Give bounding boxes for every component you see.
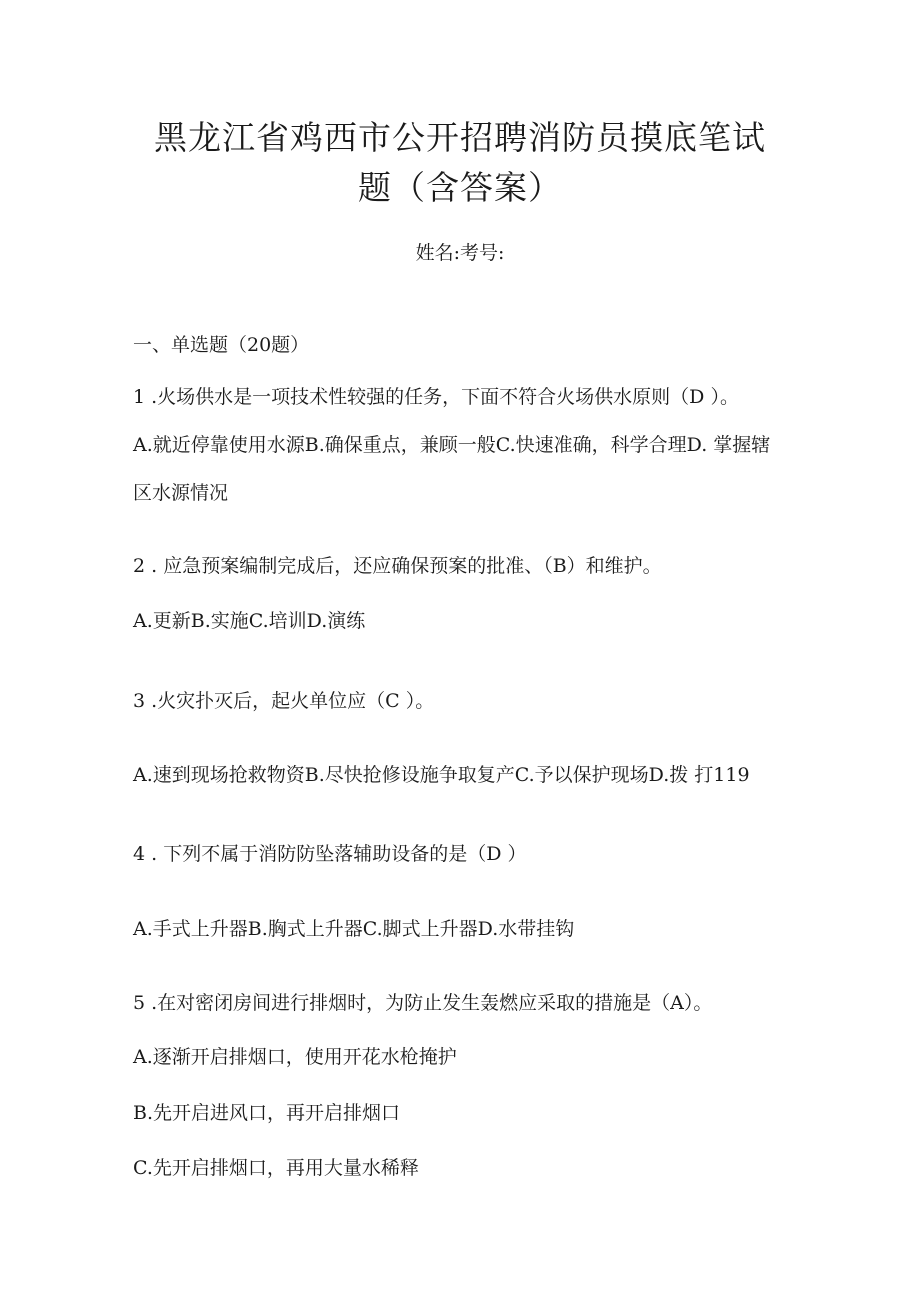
question-2-options: A.更新B.实施C.培训D.演练 [133, 610, 366, 632]
question-5-option-b: B.先开启进风口，再开启排烟口 [133, 1102, 401, 1124]
question-1-stem: 1 .火场供水是一项技术性较强的任务，下面不符合火场供水原则（D ）。 [133, 386, 739, 408]
name-exam-number-line: 姓名:考号: [415, 242, 505, 264]
question-1-options-line-1: A.就近停靠使用水源B.确保重点，兼顾一般C.快速准确，科学合理D. 掌握辖 [133, 434, 771, 456]
document-title-line-1: 黑龙江省鸡西市公开招聘消防员摸底笔试 [154, 118, 766, 157]
question-2-stem: 2 . 应急预案编制完成后，还应确保预案的批准、（B）和维护。 [133, 555, 662, 577]
question-4-options: A.手式上升器B.胸式上升器C.脚式上升器D.水带挂钩 [133, 918, 575, 940]
question-1-options-line-2: 区水源情况 [133, 482, 229, 504]
question-5-stem: 5 .在对密闭房间进行排烟时，为防止发生轰燃应采取的措施是（A）。 [133, 992, 713, 1014]
question-3-stem: 3 .火灾扑灭后，起火单位应（C ）。 [133, 690, 435, 712]
question-4-stem: 4 . 下列不属于消防防坠落辅助设备的是（D ） [133, 843, 527, 865]
section-heading: 一、单选题（20题） [133, 334, 310, 356]
question-5-option-c: C.先开启排烟口，再用大量水稀释 [133, 1157, 419, 1179]
question-3-options: A.速到现场抢救物资B.尽快抢修设施争取复产C.予以保护现场D.拨 打119 [133, 764, 750, 786]
question-5-option-a: A.逐渐开启排烟口，使用开花水枪掩护 [133, 1046, 457, 1068]
document-title-line-2: 题（含答案） [358, 168, 562, 207]
